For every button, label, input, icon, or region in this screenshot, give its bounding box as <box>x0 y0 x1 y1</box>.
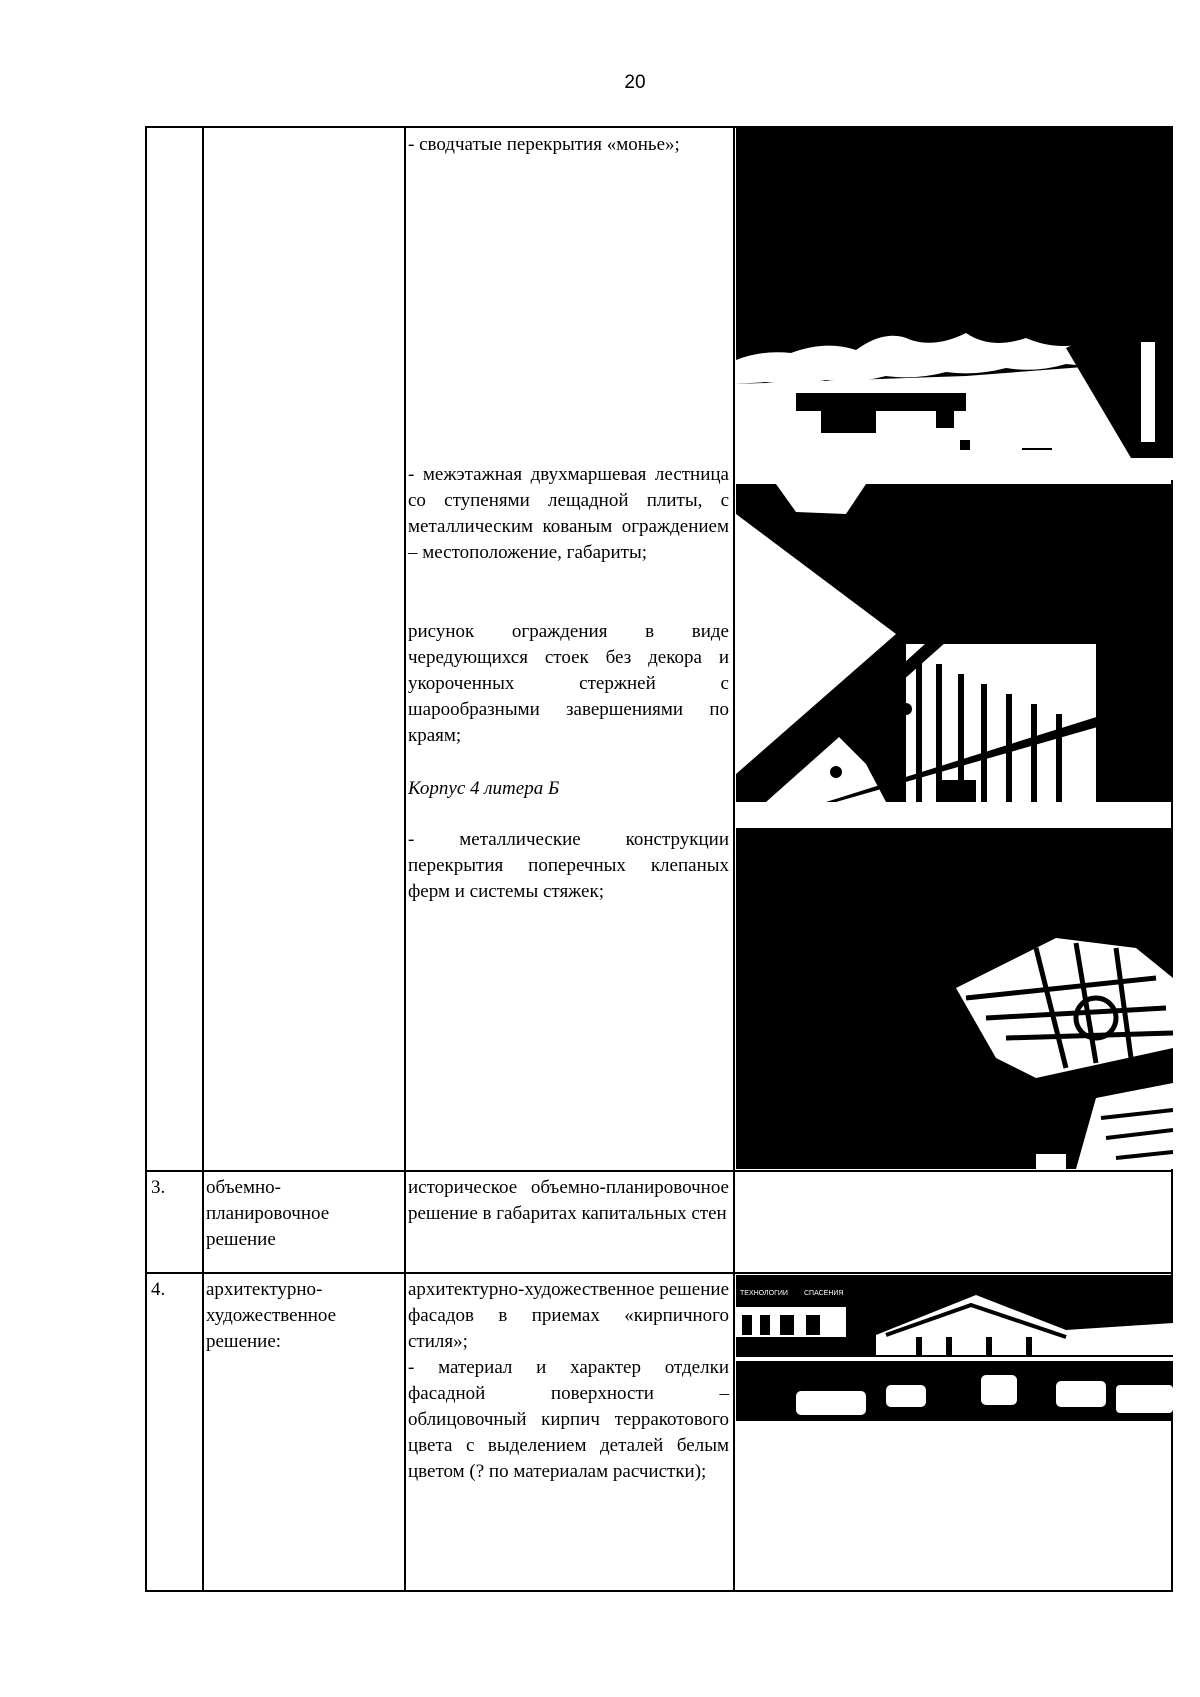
row-4-facade-style: архитектурно-художественное решение фасадов в приемах «кирпичного стиля»; <box>408 1279 729 1352</box>
row-4-number: 4. <box>151 1279 166 1300</box>
row-4-facade-material: - материал и характер отделки фасадной поверхности – облицовочный кирпич терракотового цвета с выделением деталей белым цветом (? по материалам расчистки); <box>408 1357 729 1482</box>
feature-staircase: - межэтажная двухмаршевая лестница со ступенями лещадной плиты, с металлическим кованым ограждением – местоположение, габариты; <box>408 464 729 563</box>
row-3-description: историческое объемно-планировочное решение в габаритах капитальных стен <box>408 1177 729 1224</box>
row-divider <box>147 1170 1171 1172</box>
row-3-number: 3. <box>151 1177 166 1198</box>
row-divider <box>147 1272 1171 1274</box>
photo-sign-1: ТЕХНОЛОГИИ <box>740 1290 788 1297</box>
features-table <box>145 126 1173 1592</box>
feature-railing-pattern: рисунок ограждения в виде чередующихся стоек без декора и укороченных стержней с шарообразными завершениями по краям; <box>408 621 729 746</box>
staircase-photo <box>736 484 1173 802</box>
column-divider <box>404 128 406 1590</box>
metal-trusses-photo <box>736 828 1173 1169</box>
feature-vaulted-ceilings: - сводчатые перекрытия «монье»; <box>408 134 680 155</box>
building-subheading: Корпус 4 литера Б <box>408 778 560 799</box>
column-divider <box>733 128 735 1590</box>
photo-sign-2: СПАСЕНИЯ <box>804 1290 844 1297</box>
page-number: 20 <box>624 72 646 93</box>
column-divider <box>202 128 204 1590</box>
row-3-name: объемно-планировочное решение <box>206 1177 330 1250</box>
facade-street-photo <box>736 1275 1173 1421</box>
row-4-name: архитектурно-художественное решение: <box>206 1279 337 1352</box>
feature-metal-trusses: - металлические конструкции перекрытия поперечных клепаных ферм и системы стяжек; <box>408 829 729 902</box>
vaulted-ceiling-photo <box>736 128 1173 480</box>
